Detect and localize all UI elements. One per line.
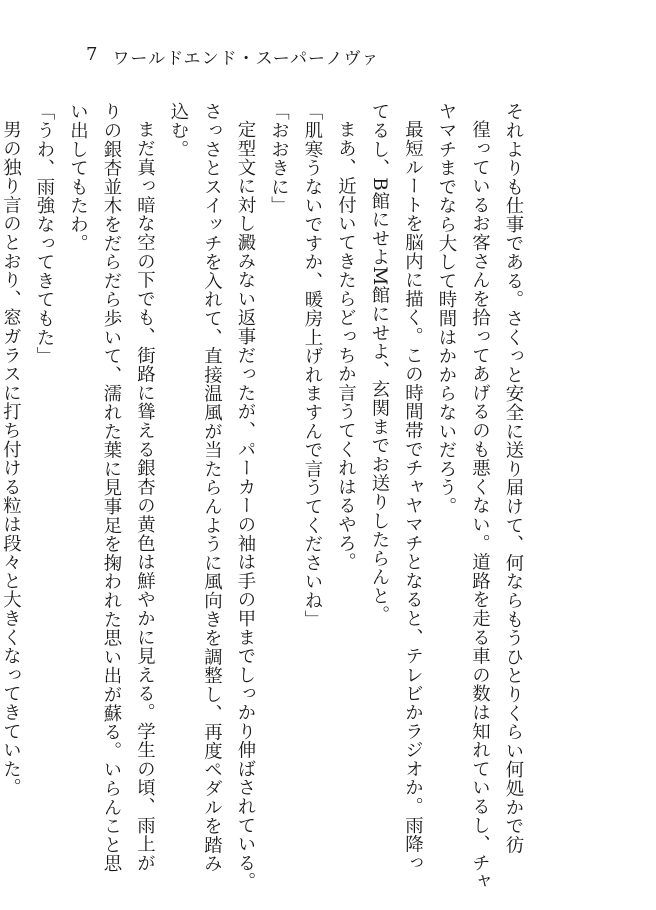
- running-header: [86, 44, 380, 69]
- text-line: 込む。: [168, 102, 189, 159]
- text-line: い出してもたわ。: [67, 102, 89, 253]
- text-line: まだ真っ暗な空の下でも、街路に聳える銀杏の黄色は鮮やかに見える。学生の頃、雨上が: [134, 120, 156, 873]
- book-title: ワールドエンド・スーパーノヴァ: [112, 49, 380, 69]
- text-line: 「うわ、雨強なってきてもた」: [34, 102, 55, 366]
- text-line: 徨っているお客さんを拾ってあげるのも悪くない。道路を走る車の数は知れているし、チャ: [469, 120, 491, 892]
- text-line: それよりも仕事である。さくっと安全に送り届けて、何ならもうひとりくらい何処かで彷: [503, 102, 524, 854]
- text-line: ヤマチまでなら大して時間はかからないだろう。: [436, 102, 457, 516]
- text-line: まあ、近付いてきたらどっちか言うてくれはるやろ。: [335, 120, 357, 572]
- text-line: 「おおきに」: [268, 102, 290, 215]
- text-line: 最短ルートを脳内に描く。この時間帯でチャヤマチとなると、テレビかラジオか。雨降っ: [402, 120, 424, 873]
- text-line: 男の独り言のとおり、窓ガラスに打ち付ける粒は段々と大きくなってきていた。: [0, 120, 22, 798]
- body-text: [0, 102, 530, 892]
- text-line: 定型文に対し澱みない返事だったが、パーカーの袖は手の甲までしっかり伸ばされている。: [235, 120, 256, 892]
- text-line: てるし、B館にせよM館にせよ、玄関までお送りしたらんと。: [369, 102, 390, 624]
- text-line: 「肌寒うないですか、暖房上げれますんで言うてくださいね」: [302, 102, 323, 629]
- text-line: りの銀杏並木をだらだら歩いて、濡れた葉に見事足を掬われた思い出が蘇る。いらんこと思: [101, 102, 122, 873]
- text-line: さっさとスイッチを入れて、直接温風が当たらんように風向きを調整し、再度ペダルを踏み: [201, 102, 223, 873]
- page-number: 7: [86, 44, 99, 65]
